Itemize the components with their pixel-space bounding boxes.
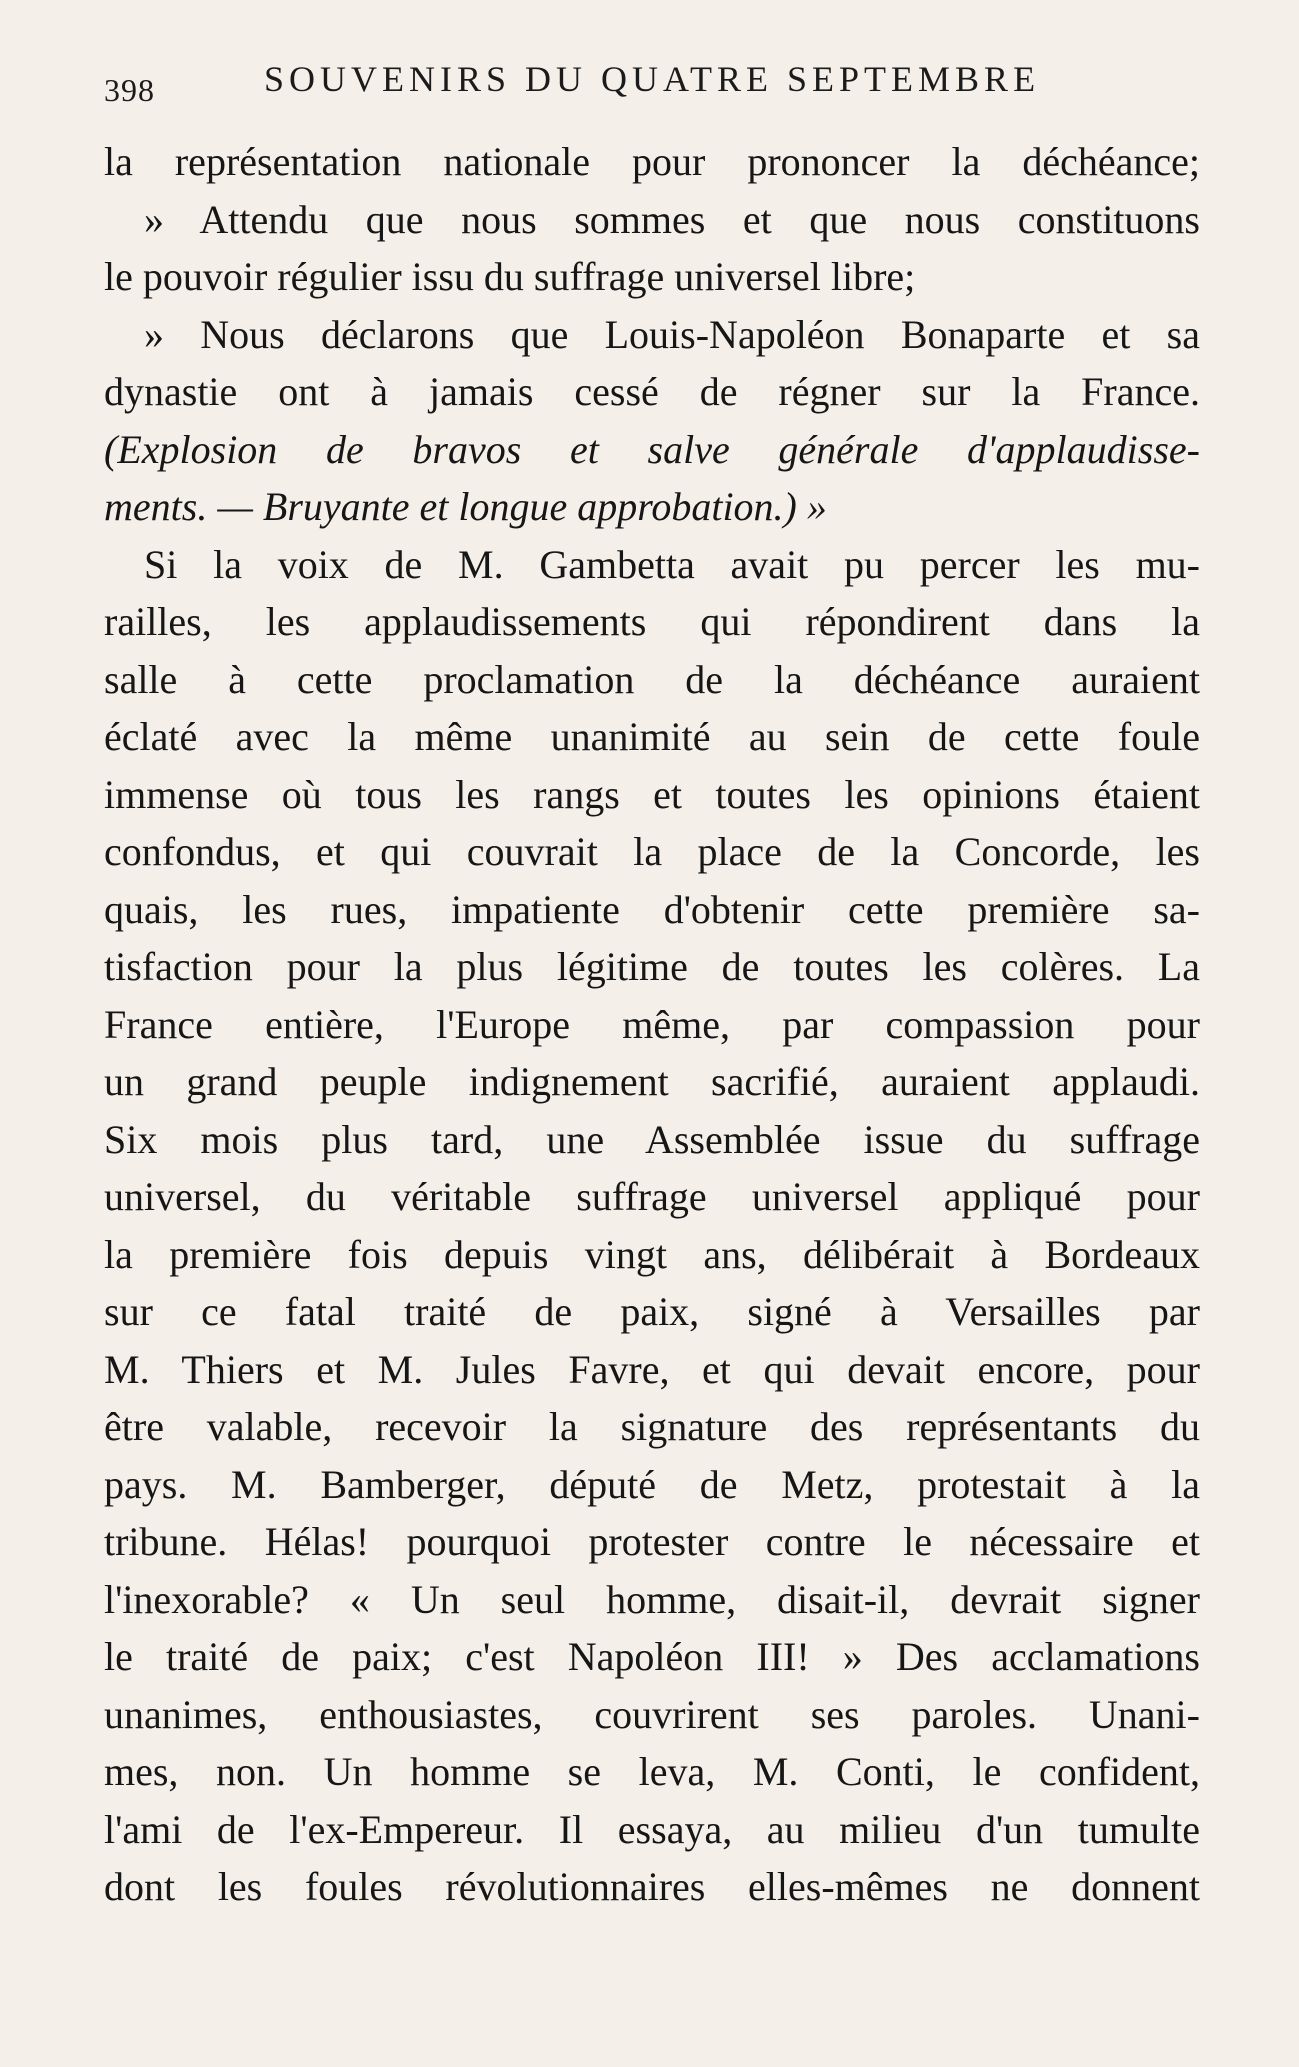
text-line: pays. M. Bamberger, député de Metz, protestait à la: [104, 1461, 1200, 1507]
page-header: [104, 52, 1210, 112]
text-line: tisfaction pour la plus légitime de toutes les colères. La: [104, 944, 1200, 989]
text-line: tribune. Hélas! pourquoi protester contre le nécessaire et: [104, 1519, 1200, 1564]
text-line: un grand peuple indignement sacrifié, auraient applaudi.: [104, 1059, 1200, 1104]
text-line: confondus, et qui couvrait la place de la Concorde, les: [104, 829, 1200, 874]
text-line: le traité de paix; c'est Napoléon III! » Des acclamations: [104, 1634, 1200, 1679]
text-line: » Nous déclarons que Louis-Napoléon Bonaparte et sa: [144, 311, 1200, 357]
text-line: universel, du véritable suffrage universel appliqué pour: [104, 1174, 1200, 1219]
running-title: SOUVENIRS DU QUATRE SEPTEMBRE: [264, 59, 1041, 99]
text-line: ments. — Bruyante et longue approbation.) »: [104, 484, 827, 529]
text-line: sur ce fatal traité de paix, signé à Versailles par: [104, 1289, 1200, 1334]
text-line: la représentation nationale pour prononcer la déchéance;: [104, 139, 1200, 184]
text-line: railles, les applaudissements qui répondirent dans la: [104, 599, 1200, 644]
text-line: mes, non. Un homme se leva, M. Conti, le confident,: [104, 1749, 1200, 1794]
text-line: Six mois plus tard, une Assemblée issue du suffrage: [104, 1116, 1200, 1162]
text-line: immense où tous les rangs et toutes les opinions étaient: [104, 771, 1200, 817]
text-line: (Explosion de bravos et salve générale d'applaudisse-: [104, 426, 1200, 472]
text-line: dont les foules révolutionnaires elles-mêmes ne donnent: [104, 1864, 1200, 1909]
page-number: 398: [104, 72, 155, 108]
text-line: l'ami de l'ex-Empereur. Il essaya, au milieu d'un tumulte: [104, 1806, 1200, 1852]
text-line: éclaté avec la même unanimité au sein de cette foule: [104, 714, 1200, 759]
text-line: quais, les rues, impatiente d'obtenir cette première sa-: [104, 886, 1200, 932]
text-line: l'inexorable? « Un seul homme, disait-il, devrait signer: [104, 1576, 1200, 1622]
text-line: salle à cette proclamation de la déchéance auraient: [104, 656, 1200, 702]
text-line: être valable, recevoir la signature des représentants du: [104, 1404, 1200, 1449]
text-line: M. Thiers et M. Jules Favre, et qui devait encore, pour: [104, 1346, 1200, 1392]
body-text: [104, 133, 1200, 1916]
text-line: dynastie ont à jamais cessé de régner sur la France.: [104, 369, 1200, 414]
text-line: le pouvoir régulier issu du suffrage universel libre;: [104, 254, 916, 299]
text-line: la première fois depuis vingt ans, délibérait à Bordeaux: [104, 1231, 1200, 1277]
text-line: France entière, l'Europe même, par compassion pour: [104, 1001, 1200, 1047]
text-line: Si la voix de M. Gambetta avait pu percer les mu-: [144, 541, 1200, 587]
text-line: unanimes, enthousiastes, couvrirent ses paroles. Unani-: [104, 1691, 1200, 1737]
text-line: » Attendu que nous sommes et que nous constituons: [144, 196, 1200, 242]
